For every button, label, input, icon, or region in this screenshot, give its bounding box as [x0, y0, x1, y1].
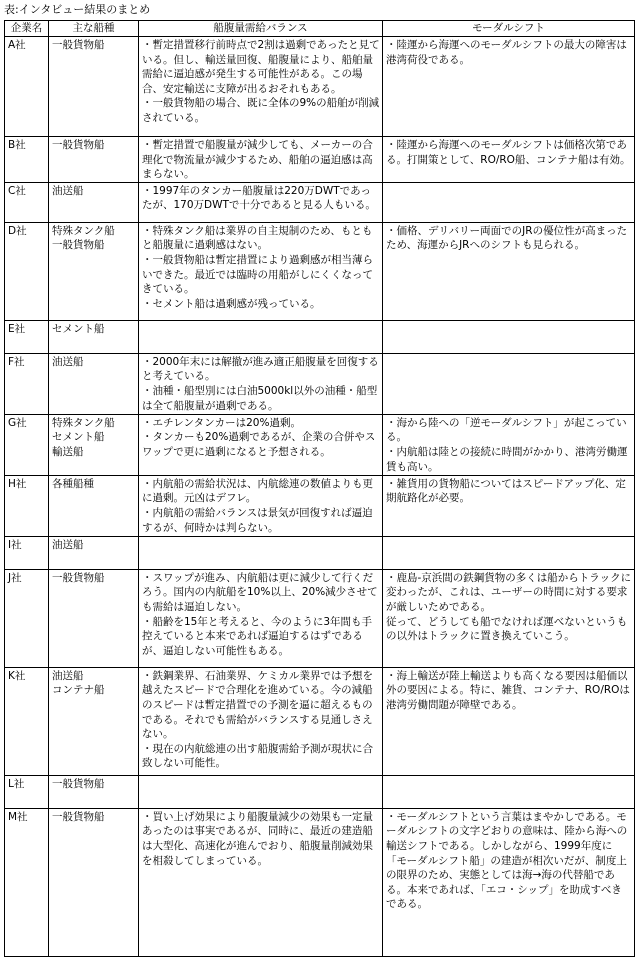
ships-cell — [49, 353, 139, 414]
supply-note: ・油種・船型別には白油5000kl以外の油種・船型は全て船腹量が過剰である。 — [142, 384, 378, 412]
shift-note: ・価格、デリバリー両面でのJRの優位性が高まったため、海運からJRへのシフトも見られる。 — [386, 224, 628, 252]
ship-type: 一般貨物船 — [52, 810, 105, 823]
supply-cell — [139, 353, 383, 414]
ship-type: 特殊タンク船 — [52, 416, 115, 429]
shift-note: ・陸運から海運へのモーダルシフトの最大の障害は港湾荷役である。 — [386, 39, 627, 66]
supply-note: ・買い上げ効果により船腹量減少の効果も一定量あったのは事実であるが、同時に、最近の建造船は大型化、高速化が進んでおり、船腹量削減効果を相殺してしまっている。 — [142, 810, 373, 867]
supply-cell — [139, 37, 383, 137]
ships-cell — [49, 414, 139, 475]
shift-cell — [383, 667, 635, 775]
supply-note: ・暫定措置で船腹量が減少しても、メーカーの合理化で物流量が減少するため、船舶の逼迫感は高まらない。 — [142, 139, 373, 181]
company-cell: J社 — [5, 569, 49, 667]
supply-cell — [139, 536, 383, 569]
ship-type: セメント船 — [52, 322, 105, 335]
ships-cell — [49, 182, 139, 222]
ship-type: 油送船 — [52, 669, 84, 682]
shift-note: ・モーダルシフトという言葉はまやかしである。モーダルシフトの文字どおりの意味は、陸から海への輸送シフトである。しかしながら、1999年度に「モーダルシフト船」の建造が相次いだが、制度上の限界のため、実態としては海→海の代替船である。本来であれば、「エコ・シップ」を助成すべきである。 — [386, 810, 628, 911]
shift-note: ・雑貨用の貨物船についてはスピードアップ化、定期航路化が必要。 — [386, 477, 626, 505]
ship-type: 一般貨物船 — [52, 139, 105, 151]
table-row — [5, 475, 635, 536]
shift-note: ・海から陸への「逆モーダルシフト」が起こっている。 — [386, 416, 627, 444]
header-supply-demand: 船腹量需給バランス — [139, 21, 383, 37]
table-row — [5, 353, 635, 414]
company-cell: C社 — [5, 182, 49, 222]
supply-cell — [139, 137, 383, 183]
ship-type: コンテナ船 — [52, 684, 105, 697]
ship-type: 特殊タンク船 — [52, 224, 115, 237]
supply-cell — [139, 808, 383, 956]
ships-cell — [49, 569, 139, 667]
shift-cell — [383, 353, 635, 414]
supply-note: ・スワップが進み、内航船は更に減少して行くだろう。国内の内航船を10%以上、20%減少させても需給は逼迫しない。 — [142, 571, 378, 613]
company-cell: A社 — [5, 37, 49, 137]
ships-cell — [49, 320, 139, 353]
supply-note: ・暫定措置移行前時点で2割は過剰であったと見ている。但し、輸送量回復、船腹量により、船舶量需給に逼迫感が発生する可能性がある。この場合、安定輸送に支障が出るおそれもある。 — [142, 39, 380, 95]
table-row — [5, 37, 635, 137]
ship-type: 輸送船 — [52, 445, 84, 458]
shift-cell — [383, 775, 635, 808]
table-row — [5, 808, 635, 956]
header-ship-types: 主な船種 — [49, 21, 139, 37]
supply-cell — [139, 222, 383, 320]
supply-note: ・内航船の需給バランスは景気が回復すれば逼迫するが、何時かは判らない。 — [142, 506, 373, 534]
shift-cell — [383, 808, 635, 956]
supply-cell — [139, 667, 383, 775]
supply-cell — [139, 182, 383, 222]
ships-cell — [49, 137, 139, 183]
shift-cell — [383, 137, 635, 183]
shift-cell — [383, 414, 635, 475]
table-row — [5, 536, 635, 569]
shift-note: 従って、どうしても船でなければ運べないというもの以外はトラックに置き換えていこう。 — [386, 615, 628, 643]
table-row — [5, 182, 635, 222]
ships-cell — [49, 775, 139, 808]
table-row — [5, 775, 635, 808]
shift-cell — [383, 182, 635, 222]
ships-cell — [49, 222, 139, 320]
supply-note: ・船齢を15年と考えると、今のように3年間も手控えていると本来であれば逼迫するはずであるが、逼迫しない可能性もある。 — [142, 615, 373, 657]
shift-note: ・陸運から海運へのモーダルシフトは価格次第である。打開策として、RO/RO船、コンテナ船は有効。 — [386, 139, 631, 166]
ship-type: 油送船 — [52, 184, 84, 197]
header-company: 企業名 — [5, 21, 49, 37]
supply-cell — [139, 320, 383, 353]
supply-note: ・2000年末には解撤が進み適正船腹量を回復すると考えている。 — [142, 355, 379, 383]
supply-cell — [139, 475, 383, 536]
table-row — [5, 222, 635, 320]
company-cell: L社 — [5, 775, 49, 808]
company-cell: F社 — [5, 353, 49, 414]
company-cell: K社 — [5, 667, 49, 775]
supply-note: ・セメント船は過剰感が残っている。 — [142, 297, 321, 310]
shift-cell — [383, 569, 635, 667]
company-cell: B社 — [5, 137, 49, 183]
shift-note: ・鹿島-京浜間の鉄鋼貨物の多くは船からトラックに変わったが、これは、ユーザーの時間に対する要求が厳しいためである。 — [386, 571, 632, 613]
supply-note: ・一般貨物船の場合、既に全体の9%の船舶が削減されている。 — [142, 97, 380, 124]
company-cell: D社 — [5, 222, 49, 320]
supply-cell — [139, 414, 383, 475]
ship-type: 油送船 — [52, 538, 84, 551]
ship-type: 一般貨物船 — [52, 39, 105, 51]
ships-cell — [49, 667, 139, 775]
ship-type: 一般貨物船 — [52, 571, 105, 584]
table-row — [5, 137, 635, 183]
shift-cell — [383, 222, 635, 320]
supply-note: ・一般貨物船は暫定措置により過剰感が相当薄らいできた。最近では臨時の用船がしにくくなってきている。 — [142, 253, 373, 296]
table-row — [5, 569, 635, 667]
table-row — [5, 667, 635, 775]
interview-summary-table — [4, 20, 635, 957]
supply-note: ・現在の内航総連の出す船腹需給予測が現状に合致しない可能性。 — [142, 742, 373, 770]
shift-note: ・海上輸送が陸上輸送よりも高くなる要因は船価以外の要因による。特に、雑貨、コンテナ、RO/ROは港湾労働問題が障壁である。 — [386, 669, 630, 711]
company-cell: M社 — [5, 808, 49, 956]
company-cell: E社 — [5, 320, 49, 353]
supply-cell — [139, 569, 383, 667]
supply-cell — [139, 775, 383, 808]
ships-cell — [49, 808, 139, 956]
supply-note: ・特殊タンク船は業界の自主規制のため、もともと船腹量に過剰感はない。 — [142, 224, 373, 252]
table-caption: 表:インタビュー結果のまとめ — [4, 3, 151, 16]
supply-note: ・タンカーも20%過剰であるが、企業の合併やスワップで更に過剰になると予想される。 — [142, 431, 376, 458]
company-cell: I社 — [5, 536, 49, 569]
company-cell: G社 — [5, 414, 49, 475]
supply-note: ・エチレンタンカーは20%過剰。 — [142, 416, 301, 429]
ship-type: 一般貨物船 — [52, 239, 105, 252]
ship-type: 各種船種 — [52, 477, 94, 490]
company-cell: H社 — [5, 475, 49, 536]
table-row — [5, 414, 635, 475]
table-row — [5, 320, 635, 353]
supply-note: ・内航船の需給状況は、内航総連の数値よりも更に過剰。元凶はデフレ。 — [142, 477, 373, 505]
header-row — [5, 21, 635, 37]
ships-cell — [49, 536, 139, 569]
ship-type: セメント船 — [52, 431, 105, 444]
ship-type: 油送船 — [52, 355, 84, 368]
header-modal-shift: モーダルシフト — [383, 21, 635, 37]
supply-note: ・1997年のタンカー船腹量は220万DWTであったが、170万DWTで十分であると見る人もいる。 — [142, 184, 376, 212]
ships-cell — [49, 37, 139, 137]
shift-cell — [383, 536, 635, 569]
shift-cell — [383, 37, 635, 137]
shift-note: ・内航船は陸との接続に時間がかかり、港湾労働運賃も高い。 — [386, 445, 628, 473]
ship-type: 一般貨物船 — [52, 777, 105, 790]
shift-cell — [383, 475, 635, 536]
shift-cell — [383, 320, 635, 353]
table-body — [5, 37, 635, 957]
supply-note: ・鉄鋼業界、石油業界、ケミカル業界では予想を越えたスピードで合理化を進めている。今の減船のスピードは暫定措置での予測を逼に超えるものである。それでも需給がバランスする見通しさえない。 — [142, 669, 373, 741]
ships-cell — [49, 475, 139, 536]
